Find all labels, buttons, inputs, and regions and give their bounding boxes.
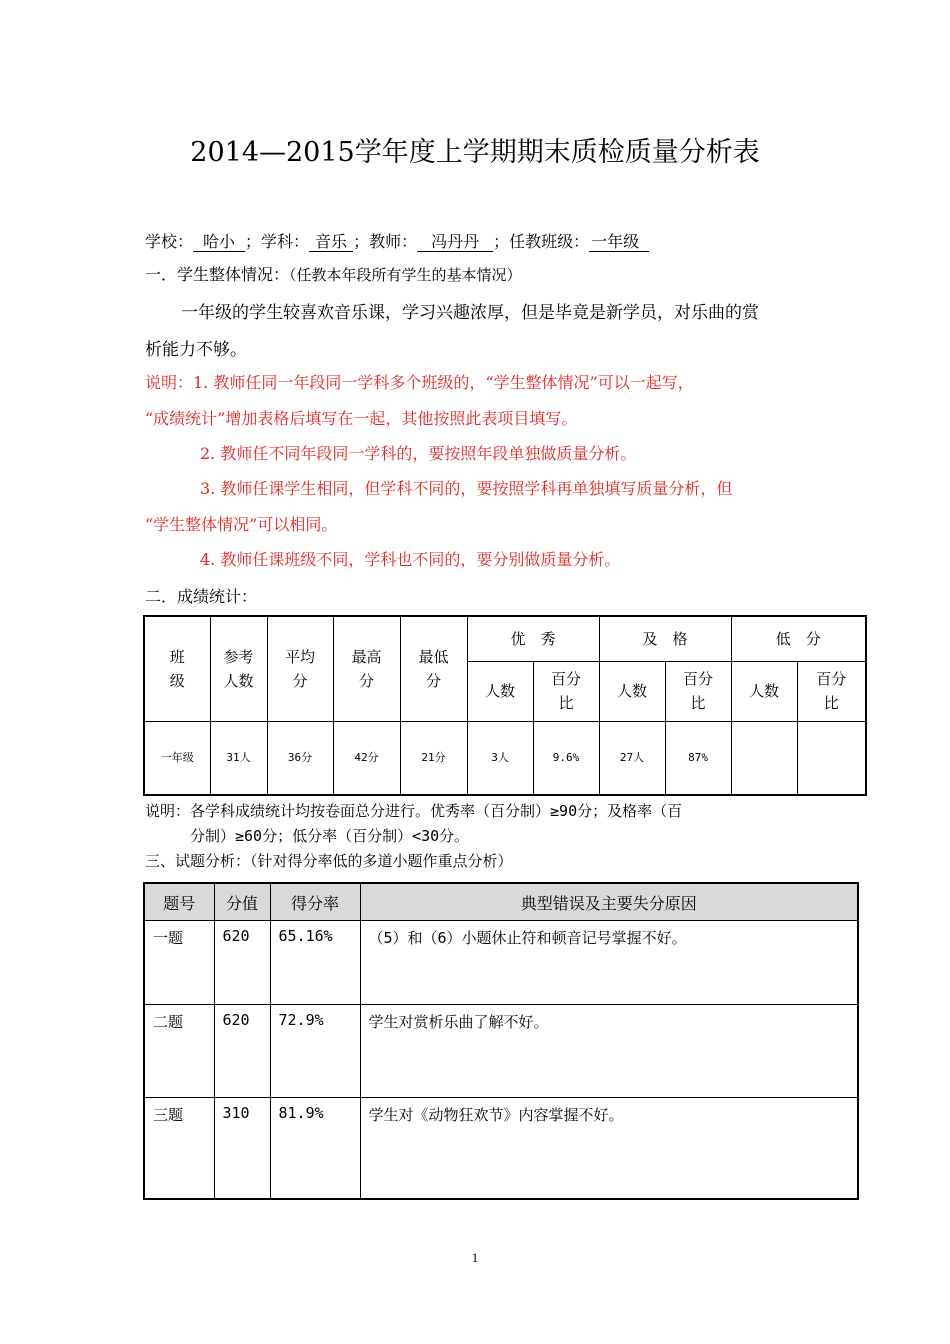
header-rate: 得分率 <box>270 883 360 921</box>
header-low-count: 人数 <box>731 661 797 721</box>
cell-pass-pct: 87% <box>665 721 731 795</box>
header-participants: 参考 人数 <box>210 616 267 721</box>
score-stats-table <box>143 615 867 796</box>
table-row <box>144 1098 858 1199</box>
table-row <box>144 1005 858 1098</box>
instruction-line3: 2. 教师任不同年段同一学科的，要按照年段单独做质量分析。 <box>200 444 637 463</box>
section2-heading: 二．成绩统计： <box>145 587 258 606</box>
page-title: 2014—2015学年度上学期期末质检质量分析表 <box>190 137 760 168</box>
section3-heading: 三、试题分析：（针对得分率低的多道小题作重点分析） <box>145 852 513 870</box>
table-row <box>144 721 866 795</box>
header-question-no: 题号 <box>144 883 214 921</box>
cell-rate: 65.16% <box>270 921 360 1005</box>
table-row <box>144 921 858 1005</box>
class-label: ；任教班级： <box>493 232 590 251</box>
instruction-line4: 3. 教师任课学生相同，但学科不同的，要按照学科再单独填写质量分析，但 <box>200 479 733 498</box>
school-value: 哈小 <box>193 232 245 252</box>
header-pass-percent: 百分 比 <box>665 661 731 721</box>
header-average: 平均 分 <box>267 616 333 721</box>
cell-question-no: 三题 <box>144 1098 214 1199</box>
header-class: 班 级 <box>144 616 210 721</box>
cell-reason: 学生对赏析乐曲了解不好。 <box>360 1005 858 1098</box>
subject-label: ；学科： <box>245 232 310 251</box>
header-low-percent: 百分 比 <box>797 661 866 721</box>
header-reason: 典型错误及主要失分原因 <box>360 883 858 921</box>
cell-reason: （5）和（6）小题休止符和顿音记号掌握不好。 <box>360 921 858 1005</box>
subject-value: 音乐 <box>309 232 353 252</box>
teacher-label: ；教师： <box>353 232 418 251</box>
cell-pass-count: 27人 <box>599 721 665 795</box>
cell-score: 620 <box>214 1005 270 1098</box>
cell-class: 一年级 <box>144 721 210 795</box>
cell-rate: 72.9% <box>270 1005 360 1098</box>
instruction-line5: “学生整体情况”可以相同。 <box>145 515 338 534</box>
cell-rate: 81.9% <box>270 1098 360 1199</box>
teacher-value: 冯丹丹 <box>417 232 493 252</box>
cell-question-no: 一题 <box>144 921 214 1005</box>
page-number: 1 <box>471 1250 479 1265</box>
header-pass-count: 人数 <box>599 661 665 721</box>
cell-score: 310 <box>214 1098 270 1199</box>
header-min: 最低 分 <box>400 616 467 721</box>
cell-min: 21分 <box>400 721 467 795</box>
cell-participants: 31人 <box>210 721 267 795</box>
cell-score: 620 <box>214 921 270 1005</box>
school-label: 学校： <box>145 232 194 251</box>
header-score: 分值 <box>214 883 270 921</box>
header-low: 低 分 <box>731 616 866 661</box>
cell-average: 36分 <box>267 721 333 795</box>
header-max: 最高 分 <box>333 616 400 721</box>
cell-max: 42分 <box>333 721 400 795</box>
section1-heading: 一．学生整体情况： <box>145 265 290 284</box>
section1-para-line1: 一年级的学生较喜欢音乐课，学习兴趣浓厚，但是毕竟是新学员，对乐曲的赏 <box>181 303 759 323</box>
instruction-line2: “成绩统计”增加表格后填写在一起，其他按照此表项目填写。 <box>145 409 578 428</box>
cell-excellent-pct: 9.6% <box>533 721 599 795</box>
cell-question-no: 二题 <box>144 1005 214 1098</box>
stats-note-line1: 说明：各学科成绩统计均按卷面总分进行。优秀率（百分制）≥90分；及格率（百 <box>145 802 683 820</box>
question-analysis-table <box>143 882 859 1200</box>
cell-low-count <box>731 721 797 795</box>
instruction-line6: 4. 教师任课班级不同，学科也不同的，要分别做质量分析。 <box>200 550 621 569</box>
stats-note-line2: 分制）≥60分；低分率（百分制）<30分。 <box>190 827 470 845</box>
header-excellent: 优 秀 <box>467 616 599 661</box>
header-excellent-count: 人数 <box>467 661 533 721</box>
cell-low-pct <box>797 721 866 795</box>
info-line <box>145 229 649 252</box>
section1-para-line2: 析能力不够。 <box>145 340 247 360</box>
instruction-line1: 说明：1. 教师任同一年段同一学科多个班级的，“学生整体情况”可以一起写， <box>145 373 694 392</box>
section1-heading-row <box>145 262 522 285</box>
header-excellent-percent: 百分 比 <box>533 661 599 721</box>
cell-reason: 学生对《动物狂欢节》内容掌握不好。 <box>360 1098 858 1199</box>
section1-heading-note: （任教本年段所有学生的基本情况） <box>289 266 522 284</box>
header-pass: 及 格 <box>599 616 731 661</box>
class-value: 一年级 <box>589 232 649 252</box>
cell-excellent-count: 3人 <box>467 721 533 795</box>
